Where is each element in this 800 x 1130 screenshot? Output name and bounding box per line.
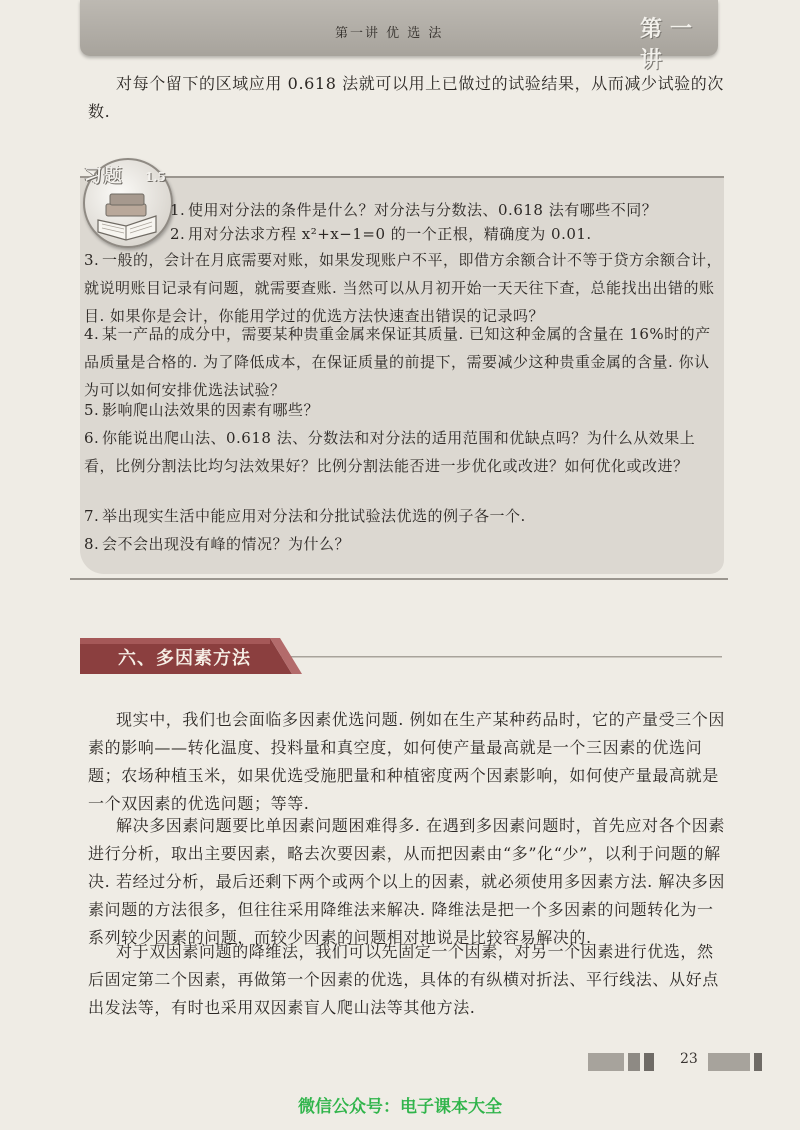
exercise-item <box>84 502 724 530</box>
watermark-text: 微信公众号：电子课本大全 <box>298 1097 502 1117</box>
exercise-number: 4. <box>84 325 100 343</box>
exercise-item <box>84 530 724 558</box>
exercise-text: 影响爬山法效果的因素有哪些？ <box>102 401 320 419</box>
exercise-number: 2. <box>170 225 186 243</box>
exercise-text: 某一产品的成分中，需要某种贵重金属来保证其质量. 已知这种金属的含量在 16%时的产品质量是合格的. 为了降低成本，在保证质量的前提下，需要减少这种贵重金属的含量. 你认为可以如何安排优选法试验？ <box>84 325 711 399</box>
exercise-text: 使用对分法的条件是什么？对分法与分数法、0.618 法有哪些不同？ <box>188 201 658 219</box>
exercise-number: 1. <box>170 201 186 219</box>
exercise-top-rule <box>80 176 724 178</box>
exercise-text: 用对分法求方程 x²+x−1=0 的一个正根，精确度为 0.01. <box>188 225 592 243</box>
exercise-bottom-rule <box>70 578 728 580</box>
lecture-label: 第一讲 <box>640 16 701 73</box>
exercise-number: 6. <box>84 429 100 447</box>
section-title: 六、多因素方法 <box>118 648 251 669</box>
exercise-number: 7. <box>84 507 100 525</box>
exercise-number: 3. <box>84 251 100 269</box>
exercise-badge-label: 习题 <box>84 166 124 187</box>
exercise-item <box>84 424 724 480</box>
running-header <box>80 0 718 73</box>
chapter-title: 第一讲 优 选 法 <box>335 26 444 41</box>
body-paragraph: 对于双因素问题的降维法，我们可以先固定一个因素，对另一个因素进行优选，然后固定第二个因素，再做第一个因素的优选，具体的有纵横对折法、平行线法、从好点出发法等，有时也采用双因素盲人爬山法等其他方法. <box>88 942 719 1017</box>
exercise-number: 5. <box>84 401 100 419</box>
footer-bars-left <box>588 1051 668 1073</box>
exercise-badge-number: 1.5 <box>145 170 166 184</box>
exercise-text: 一般的，会计在月底需要对账，如果发现账户不平，即借方余额合计不等于贷方余额合计，就说明账目记录有问题，就需要查账. 当然可以从月初开始一天天往下查，总能找出出错的账目. 如果你是会计，你能用学过的优选方法快速查出错误的记录吗？ <box>84 251 723 325</box>
exercise-item <box>84 320 724 404</box>
exercise-number: 8. <box>84 535 100 553</box>
exercise-item <box>84 396 724 424</box>
page-number: 23 <box>680 1051 698 1067</box>
body-paragraph: 解决多因素问题要比单因素问题困难得多. 在遇到多因素问题时，首先应对各个因素进行分析，取出主要因素，略去次要因素，从而把因素由“多”化“少”，以利于问题的解决. 若经过分析，最后还剩下两个或两个以上的因素，就必须使用多因素方法. 解决多因素问题的方法很多，但往往采用降维法来解决. 降维法是把一个多因素的问题转化为一系列较少因素的问题，而较少因素的问题相对地说是比较容易解决的. <box>88 816 725 947</box>
intro-paragraph: 对每个留下的区域应用 0.618 法就可以用上已做过的试验结果，从而减少试验的次数. <box>88 74 724 121</box>
footer-bars-right <box>708 1051 772 1073</box>
exercise-text: 你能说出爬山法、0.618 法、分数法和对分法的适用范围和优缺点吗？为什么从效果上看，比例分割法比均匀法效果好？比例分割法能否进一步优化或改进？如何优化或改进？ <box>84 429 696 475</box>
books-icon <box>92 186 162 242</box>
exercise-item <box>84 246 724 330</box>
exercise-text: 举出现实生活中能应用对分法和分批试验法优选的例子各一个. <box>102 507 526 525</box>
exercise-text: 会不会出现没有峰的情况？为什么？ <box>102 535 351 553</box>
exercise-item <box>170 220 730 248</box>
body-paragraph: 现实中，我们也会面临多因素优选问题. 例如在生产某种药品时，它的产量受三个因素的影响——转化温度、投料量和真空度，如何使产量最高就是一个三因素的优选问题；农场种植玉米，如果优选受施肥量和种植密度两个因素影响，如何使产量最高就是一个双因素的优选问题；等等. <box>88 710 725 813</box>
